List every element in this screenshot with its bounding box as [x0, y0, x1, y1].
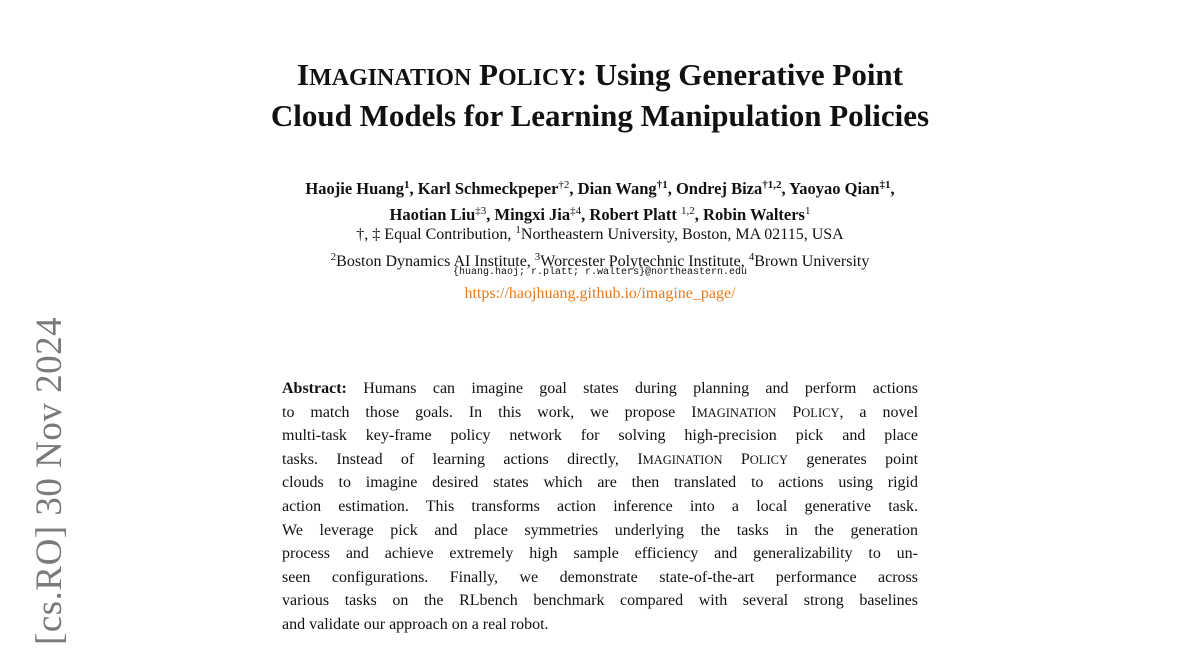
author: Haojie Huang [305, 179, 404, 198]
affiliation-line-2: $^2$Boston Dynamics AI Institute, $^3$Worcester Polytechnic Institute, $^4$Brown University [330, 251, 870, 270]
title-line-2: Cloud Models for Learning Manipulation Policies [270, 98, 930, 133]
author-line-2: Haotian Liu$^{\ddagger 3}$, Mingxi Jia$^{\ddagger 4}$, Robert Platt $^{1,2}$, Robin Walters$^1$ [389, 205, 811, 224]
author: Dian Wang [577, 179, 657, 198]
abstract: Abstract: Humans can imagine goal states during planning and perform actions to match those goals. In this work, we propose IMAGINATION POLICY, a novel multi-task key-frame policy network for solving high-precision pick and place tasks. Instead of learning actions directly, IMAGINATION POLICY generates point clouds to imagine desired states which are then translated to actions using rigid action estimation. This transforms action inference into a local generative task. We leverage pick and place symmetries underlying the tasks in the generation process and achieve extremely high sample efficiency and generalizability to un- seen configurations. Finally, we demonstrate state-of-the-art performance across various tasks on the RLbench benchmark compared with several strong baselines and validate our approach on a real robot. [282, 380, 919, 633]
abstract-label: Abstract: [282, 380, 347, 397]
paper-title [150, 56, 1050, 135]
author: Haotian Liu [389, 205, 476, 224]
author: Yaoyao Qian [789, 179, 880, 198]
author: Karl Schmeckpeper [417, 179, 559, 198]
project-page-link[interactable]: https://haojhuang.github.io/imagine_page/ [464, 285, 736, 302]
affiliation-line-1: †, ‡ Equal Contribution, $^1$Northeastern University, Boston, MA 02115, USA [356, 224, 844, 243]
author: Robert Platt [589, 205, 677, 224]
author-emails: {huang.haoj; r.platt; r.walters}@northeastern.edu [452, 267, 748, 278]
author-line-1: Haojie Huang$^1$, Karl Schmeckpeper$^{\dagger 2}$, Dian Wang$^{\dagger 1}$, Ondrej Biza$^{\dagger 1,2}$, Yaoyao Qian$^{\ddagger 1}$, [305, 179, 895, 198]
affiliations [170, 219, 1030, 273]
author: Mingxi Jia [494, 205, 571, 224]
arxiv-identifier-stamp: [cs.RO] 30 Nov 2024 [29, 316, 70, 645]
author: Robin Walters [703, 205, 805, 224]
author: Ondrej Biza [675, 179, 763, 198]
title-line-1: IMAGINATION POLICY: Using Generative Point [296, 57, 903, 92]
